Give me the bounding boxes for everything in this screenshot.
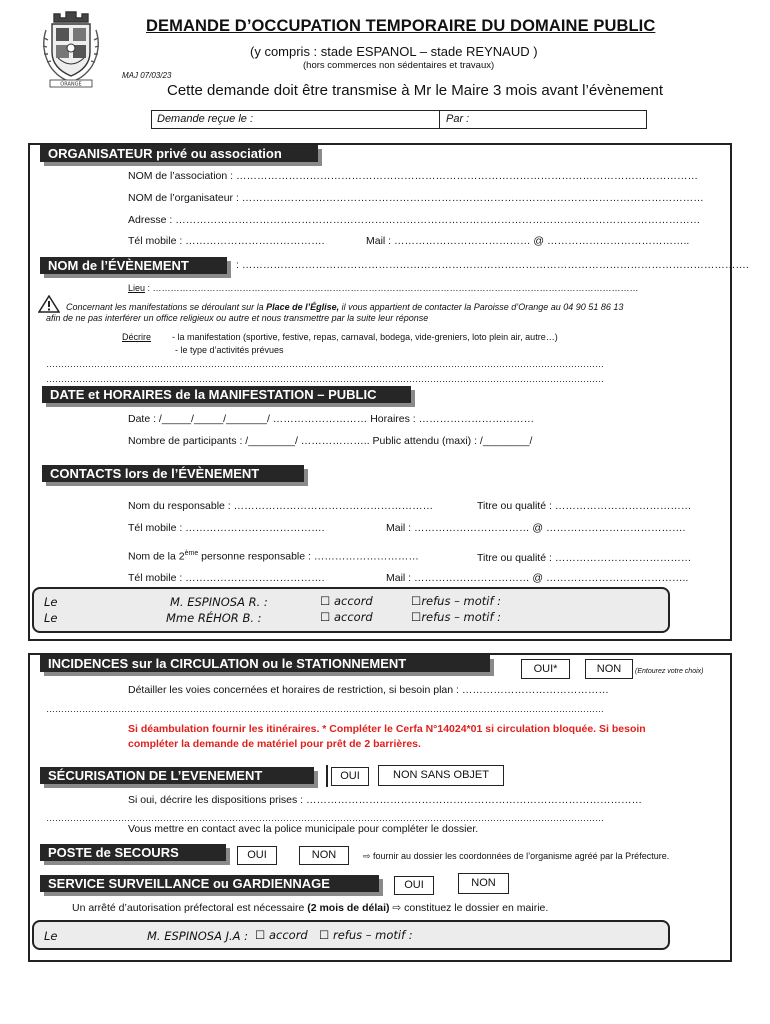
event-name-field[interactable]: : ………………………………………………………………………………………………………………………………. (236, 259, 749, 271)
first-aid-oui-option[interactable]: OUI (237, 846, 277, 865)
security-non-option[interactable]: NON SANS OBJET (378, 765, 504, 786)
describe-label: Décrire (122, 332, 152, 342)
describe-activities: - le type d’activités prévues (175, 345, 284, 355)
approval-2-accord-checkbox[interactable]: ☐ accord (320, 610, 373, 624)
date-hours-field[interactable]: Date : /_____/_____/_______/ ……………………… Horaires : …………………………… (128, 413, 535, 425)
second-manager-title-field[interactable]: Titre ou qualité : ………………………………… (477, 552, 692, 564)
describe-event-type: - la manifestation (sportive, festive, repas, carnaval, bodega, vide-greniers, loto plein air, autre…) (172, 332, 558, 342)
attendance-field[interactable]: Nombre de participants : /________/ ……………….. Public attendu (maxi) : /________/ (128, 435, 533, 447)
organizer-name-field[interactable]: NOM de l’organisateur : …………………………………………………………………………………………………………………… (128, 192, 704, 204)
section-header-poste-secours: POSTE de SECOURS (40, 844, 226, 861)
church-warning-text-2: afin de ne pas interférer un office religieux ou autre et nous transmettre par la suite leur réponse (46, 313, 429, 323)
city-crest-logo (38, 8, 104, 90)
location-field[interactable]: Lieu : ……………………………………………………………………………………………………………………………………………… (128, 283, 639, 293)
update-date: MAJ 07/03/23 (122, 71, 172, 80)
approval-3-name: M. ESPINOSA J.A : (147, 929, 249, 943)
section-header-date: DATE et HORAIRES de la MANIFESTATION – PUBLIC (42, 386, 411, 403)
incidences-oui-option[interactable]: OUI* (521, 659, 570, 679)
surveillance-non-option[interactable]: NON (458, 873, 509, 894)
church-warning-text: Concernant les manifestations se déroulant sur la Place de l’Église, il vous appartient de contacter la Paroisse d’Orange au 04 90 51 86 13 (66, 302, 624, 312)
section-header-securisation: SÉCURISATION DE L’EVENEMENT (40, 767, 314, 784)
incidences-non-option[interactable]: NON (585, 659, 633, 679)
section-header-incidences: INCIDENCES sur la CIRCULATION ou le STATIONNEMENT (40, 655, 490, 672)
manager-email-field[interactable]: Mail : …………………………… @ …………………………………. (386, 522, 686, 534)
approval-1-date: Le (44, 595, 58, 609)
manager-phone-field[interactable]: Tél mobile : …………………………………. (128, 522, 325, 534)
form-section-2 (28, 653, 732, 962)
approval-3-accord-checkbox[interactable]: ☐ accord (255, 928, 308, 942)
security-measures-field[interactable]: Si oui, décrire les dispositions prises : …………………………………………………………………………………… (128, 794, 642, 806)
description-line-1[interactable]: …………………………………………………………………………………………………………………………………………………………………… (46, 359, 604, 369)
organizer-email-field[interactable]: Mail : ………………………………… @ ………………………………….. (366, 235, 690, 247)
surveillance-oui-option[interactable]: OUI (394, 876, 434, 895)
prefectoral-order-note: Un arrêté d’autorisation préfectoral est nécessaire (2 mois de délai) ⇨ constituez le dossier en mairie. (72, 902, 549, 914)
section-header-contacts: CONTACTS lors de l’ÉVÈNEMENT (42, 465, 304, 482)
association-name-field[interactable]: NOM de l’association : …………………………………………………………………………………………………………………… (128, 170, 698, 182)
crest-motto: ORANGE (60, 81, 82, 88)
received-by-field[interactable]: Par : (446, 113, 470, 125)
subtitle-exclusions: (hors commerces non sédentaires et travaux) (303, 60, 495, 71)
itinerary-warning: Si déambulation fournir les itinéraires. * Compléter le Cerfa N°14024*01 si circulation bloquée. Si besoin (128, 723, 646, 735)
barrier-warning: compléter la demande de matériel pour prêt de 2 barrières. (128, 738, 421, 750)
approval-1-name: M. ESPINOSA R. : (170, 595, 268, 609)
section-header-organisateur: ORGANISATEUR privé ou association (40, 145, 318, 162)
manager-name-field[interactable]: Nom du responsable : ………………………………………………… (128, 500, 434, 512)
deadline-notice: Cette demande doit être transmise à Mr le Maire 3 mois avant l’évènement (167, 82, 664, 99)
approval-1-refus-checkbox[interactable]: ☐refus – motif : (411, 594, 502, 608)
approval-3-date: Le (44, 929, 58, 943)
security-oui-option[interactable]: OUI (331, 767, 369, 786)
address-field[interactable]: Adresse : …………………………………………………………………………………………………………………………………… (128, 214, 701, 226)
approval-2-refus-checkbox[interactable]: ☐refus – motif : (411, 610, 502, 624)
second-manager-email-field[interactable]: Mail : …………………………… @ ………………………………….. (386, 572, 689, 584)
section-header-evenement: NOM de l’ÉVÈNEMENT (40, 257, 227, 274)
second-manager-name-field[interactable]: Nom de la 2ème personne responsable : ………………………… (128, 550, 419, 563)
police-contact-note: Vous mettre en contact avec la police municipale pour compléter le dossier. (128, 823, 479, 835)
organizer-phone-field[interactable]: Tél mobile : …………………………………. (128, 235, 325, 247)
second-manager-phone-field[interactable]: Tél mobile : …………………………………. (128, 572, 325, 584)
subtitle: (y compris : stade ESPANOL – stade REYNAUD ) (250, 44, 538, 59)
approval-1-accord-checkbox[interactable]: ☐ accord (320, 594, 373, 608)
first-aid-note: ⇨ fournir au dossier les coordonnées de l’organisme agréé par la Préfecture. (363, 851, 670, 861)
first-aid-non-option[interactable]: NON (299, 846, 349, 865)
choice-hint: (Entourez votre choix) (635, 668, 704, 675)
security-measures-line[interactable]: …………………………………………………………………………………………………………………………………………………………………… (46, 813, 604, 823)
page-title: DEMANDE D’OCCUPATION TEMPORAIRE DU DOMAINE PUBLIC (146, 17, 656, 35)
approval-2-name: Mme RÉHOR B. : (166, 611, 262, 625)
section-header-surveillance: SERVICE SURVEILLANCE ou GARDIENNAGE (40, 875, 379, 892)
received-date-field[interactable]: Demande reçue le : (157, 113, 253, 125)
manager-title-field[interactable]: Titre ou qualité : ………………………………… (477, 500, 692, 512)
approval-3-refus-checkbox[interactable]: ☐ refus – motif : (319, 928, 413, 942)
description-line-2[interactable]: …………………………………………………………………………………………………………………………………………………………………… (46, 374, 604, 384)
road-restrictions-field[interactable]: Détailler les voies concernées et horaires de restriction, si besoin plan : …………………………………… (128, 684, 609, 696)
road-restrictions-line[interactable]: …………………………………………………………………………………………………………………………………………………………………… (46, 704, 604, 714)
approval-2-date: Le (44, 611, 58, 625)
